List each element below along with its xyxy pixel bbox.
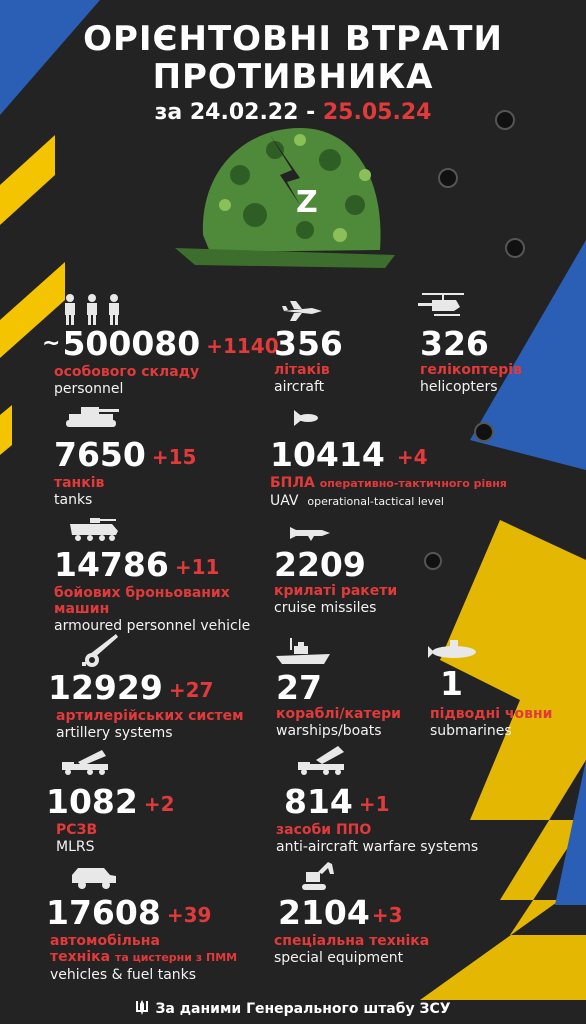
- date-to: 25.05.24: [322, 100, 432, 125]
- stat-air-defense: [276, 782, 479, 856]
- vehicles-value: 17608: [46, 893, 161, 932]
- submarines-value: 1: [440, 664, 463, 703]
- apv-label-ua-line1: бойових броньованих: [54, 584, 230, 601]
- special-label-ua: спеціальна техніка: [274, 932, 430, 949]
- svg-text:Z: Z: [296, 185, 318, 220]
- vehicles-label-en: vehicles & fuel tanks: [50, 966, 197, 983]
- aircraft-label-ua: літаків: [274, 362, 330, 378]
- missile-icon: [288, 524, 332, 542]
- apc-icon: [68, 516, 120, 542]
- stat-personnel: [42, 326, 279, 398]
- stat-helicopters: [420, 326, 522, 396]
- uav-value: 10414: [270, 435, 385, 474]
- personnel-increment: +1140: [206, 333, 279, 358]
- stat-submarines: [430, 666, 552, 740]
- submarine-icon: [426, 638, 478, 662]
- aircraft-value: 356: [274, 324, 343, 363]
- humvee-icon: [70, 864, 118, 890]
- mlrs-label-ua: РСЗВ: [56, 821, 98, 838]
- trident-icon: [135, 1000, 149, 1016]
- warships-label-ua: кораблі/катери: [276, 706, 401, 722]
- stat-tanks: [54, 437, 196, 509]
- submarines-label-ua: підводні човни: [430, 706, 553, 722]
- warship-icon: [276, 636, 330, 668]
- date-range: [0, 100, 586, 125]
- vehicles-increment: +39: [166, 902, 212, 927]
- helmet-illustration: [175, 128, 395, 268]
- page-title-line-2: ПРОТИВНИКА: [152, 57, 434, 97]
- jet-icon: [282, 300, 324, 322]
- stat-uav: [270, 437, 507, 511]
- yellow-stripe-left-3: [0, 405, 12, 455]
- tanks-increment: +15: [151, 444, 197, 469]
- mlrs-icon: [60, 748, 112, 776]
- uav-label-en: UAV: [270, 492, 299, 509]
- soldiers-icon: [60, 293, 124, 325]
- air-defense-icon: [296, 744, 348, 776]
- uav-increment: +4: [396, 444, 428, 469]
- air-defense-label-en: anti-aircraft warfare systems: [276, 838, 479, 855]
- special-value: 2104: [278, 893, 370, 932]
- helicopters-label-ua: гелікоптерів: [420, 362, 522, 378]
- stat-warships: [276, 670, 401, 740]
- date-from: за 24.02.22 -: [154, 100, 316, 125]
- artillery-increment: +27: [168, 677, 214, 702]
- tanks-label-ua: танків: [54, 474, 105, 491]
- stat-vehicles: [46, 895, 237, 984]
- personnel-value: 500080: [62, 324, 201, 363]
- helicopters-value: 326: [420, 324, 489, 363]
- footer-source: [0, 1000, 586, 1017]
- stat-special: [274, 893, 430, 967]
- excavator-icon: [300, 860, 336, 892]
- artillery-label-ua: артилерійських систем: [56, 707, 244, 724]
- cruise-missiles-value: 2209: [274, 545, 366, 584]
- personnel-prefix: ~: [42, 331, 61, 356]
- uav-label-ua-sub: оперативно-тактичного рівня: [319, 476, 507, 490]
- aircraft-label-en: aircraft: [274, 379, 325, 395]
- stat-artillery: [48, 670, 244, 742]
- apv-label-en: armoured personnel vehicle: [54, 617, 251, 634]
- tanks-label-en: tanks: [54, 491, 93, 508]
- special-label-en: special equipment: [274, 949, 404, 966]
- air-defense-increment: +1: [358, 791, 390, 816]
- yellow-stripe-left-1: [0, 135, 55, 225]
- tanks-value: 7650: [54, 435, 146, 474]
- helicopters-label-en: helicopters: [420, 379, 498, 395]
- cruise-missiles-label-en: cruise missiles: [274, 600, 377, 616]
- footer-text: За даними Генерального штабу ЗСУ: [155, 1001, 451, 1017]
- uav-label-en-sub: operational-tactical level: [307, 494, 444, 508]
- personnel-label-en: personnel: [54, 380, 124, 397]
- stat-mlrs: [46, 784, 175, 856]
- drone-icon: [290, 406, 320, 430]
- uav-label-ua: БПЛА: [270, 474, 315, 491]
- stat-apv: [54, 547, 250, 635]
- apv-label-ua-line2: машин: [54, 600, 110, 617]
- warships-value: 27: [276, 668, 322, 707]
- helicopter-icon: [418, 290, 468, 320]
- submarines-label-en: submarines: [430, 723, 512, 739]
- artillery-icon: [80, 632, 120, 668]
- air-defense-label-ua: засоби ППО: [276, 821, 372, 838]
- mlrs-label-en: MLRS: [56, 838, 95, 855]
- personnel-label-ua: особового складу: [54, 363, 200, 380]
- vehicles-label-ua-line1: автомобільна: [50, 932, 160, 949]
- stat-cruise-missiles: [274, 547, 397, 617]
- tank-icon: [63, 404, 121, 428]
- vehicles-label-ua-line2a: техніка: [50, 948, 111, 965]
- apv-increment: +11: [174, 554, 220, 579]
- apv-value: 14786: [54, 545, 169, 584]
- artillery-value: 12929: [48, 668, 163, 707]
- page-title-line-1: ОРІЄНТОВНІ ВТРАТИ: [83, 19, 503, 59]
- artillery-label-en: artillery systems: [56, 724, 173, 741]
- mlrs-increment: +2: [143, 791, 175, 816]
- air-defense-value: 814: [284, 782, 353, 821]
- mlrs-value: 1082: [46, 782, 138, 821]
- cruise-missiles-label-ua: крилаті ракети: [274, 583, 398, 599]
- special-increment: +3: [371, 902, 403, 927]
- warships-label-en: warships/boats: [276, 723, 382, 739]
- stat-aircraft: [274, 326, 343, 396]
- vehicles-label-ua-line2b: та цистерни з ПММ: [114, 950, 238, 964]
